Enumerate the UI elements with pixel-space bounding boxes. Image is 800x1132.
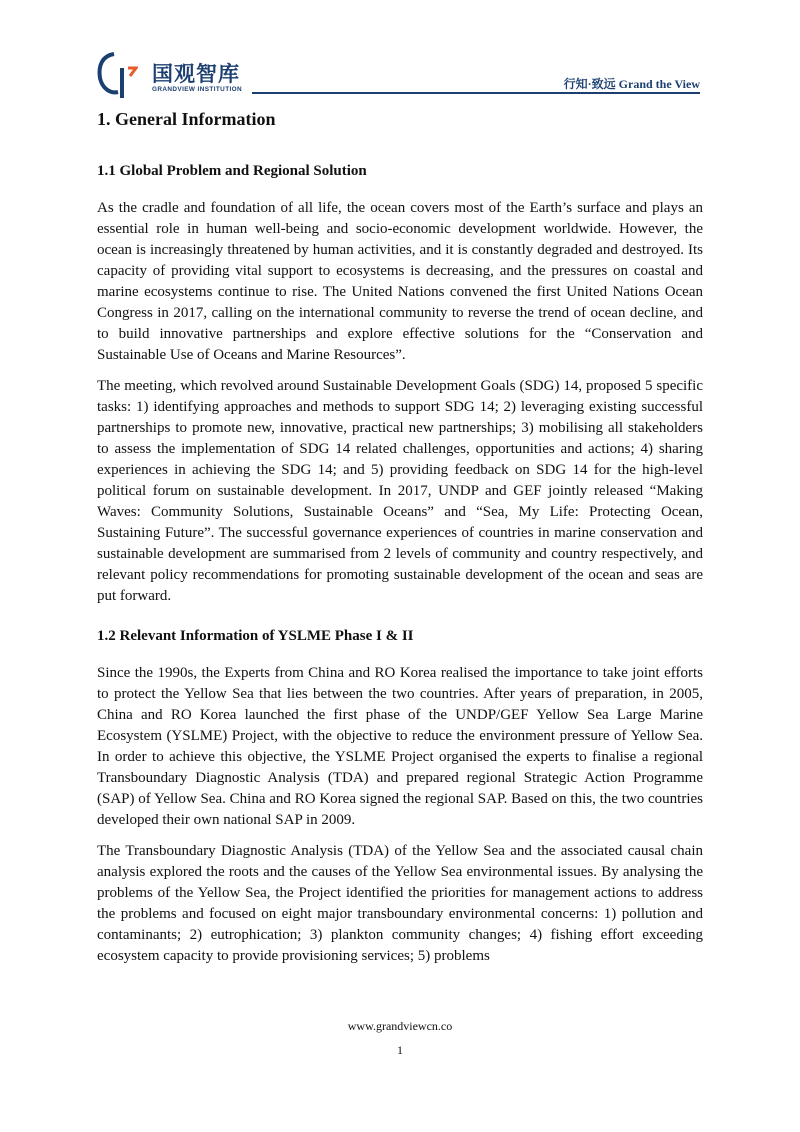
logo-english-name: GRANDVIEW INSTITUTION <box>152 86 243 93</box>
document-body <box>97 106 703 977</box>
paragraph: Since the 1990s, the Experts from China and RO Korea realised the importance to take joint efforts to protect the Yellow Sea that lies between the two countries. After years of preparation, in 2005, China and RO Korea launched the first phase of the UNDP/GEF Yellow Sea Large Marine Ecosystem (YSLME) Project, with the objective to reduce the environment pressure of Yellow Sea. In order to achieve this objective, the YSLME Project organised the experts to finalise a regional Transboundary Diagnostic Analysis (TDA) and prepared regional Strategic Action Programme (SAP) of Yellow Sea. China and RO Korea signed the regional SAP. Based on this, the two countries developed their own national SAP in 2009. <box>97 665 703 828</box>
header-divider <box>252 92 700 94</box>
page-title: 1. General Information <box>97 109 276 129</box>
section-heading-1-2: 1.2 Relevant Information of YSLME Phase I & II <box>97 628 414 644</box>
paragraph: The meeting, which revolved around Sustainable Development Goals (SDG) 14, proposed 5 specific tasks: 1) identifying approaches and methods to support SDG 14; 2) leveraging existing successful partnerships to promote new, innovative, practical new partnerships; 3) mobilising all stakeholders to assess the implementation of SDG 14 related challenges, opportunities and actions; 4) sharing experiences in achieving the SDG 14; and 5) providing feedback on SDG 14 for the high-level political forum on sustainable development. In 2017, UNDP and GEF jointly released “Making Waves: Community Solutions, Sustainable Oceans” and “Sea, My Life: Protecting Ocean, Sustaining Future”. The successful governance experiences of countries in marine conservation and sustainable development are summarised from 2 levels of community and country respectively, and relevant policy recommendations for promoting sustainable development of the ocean and seas are put forward. <box>97 378 703 604</box>
paragraph: As the cradle and foundation of all life, the ocean covers most of the Earth’s surface and plays an essential role in human well-being and socio-economic development worldwide. However, the ocean is increasingly threatened by human activities, and it is constantly degraded and destroyed. Its capacity of providing vital support to ecosystems is decreasing, and the pressures on coastal and marine ecosystems continue to rise. The United Nations convened the first United Nations Ocean Congress in 2017, calling on the international community to reverse the trend of ocean decline, and to build innovative partnerships and explore effective solutions for the “Conservation and Sustainable Use of Oceans and Marine Resources”. <box>97 200 703 363</box>
logo-chinese-name: 国观智库 <box>152 62 240 86</box>
section-heading-1-1: 1.1 Global Problem and Regional Solution <box>97 163 367 179</box>
footer-url: www.grandviewcn.co <box>347 1019 453 1033</box>
page-number: 1 <box>397 1043 403 1057</box>
header-slogan: 行知·致远 Grand the View <box>563 77 700 91</box>
paragraph: The Transboundary Diagnostic Analysis (TDA) of the Yellow Sea and the associated causal chain analysis explored the roots and the causes of the Yellow Sea environmental issues. By analysing the problems of the Yellow Sea, the Project identified the priorities for management actions to address the problems and focused on eight major transboundary environmental concerns: 1) pollution and contaminants; 2) eutrophication; 3) plankton community changes; 4) fishing effort exceeding ecosystem capacity to provide provisioning services; 5) problems <box>97 843 703 964</box>
page-header <box>0 0 800 100</box>
grandview-logo-icon <box>94 50 138 100</box>
